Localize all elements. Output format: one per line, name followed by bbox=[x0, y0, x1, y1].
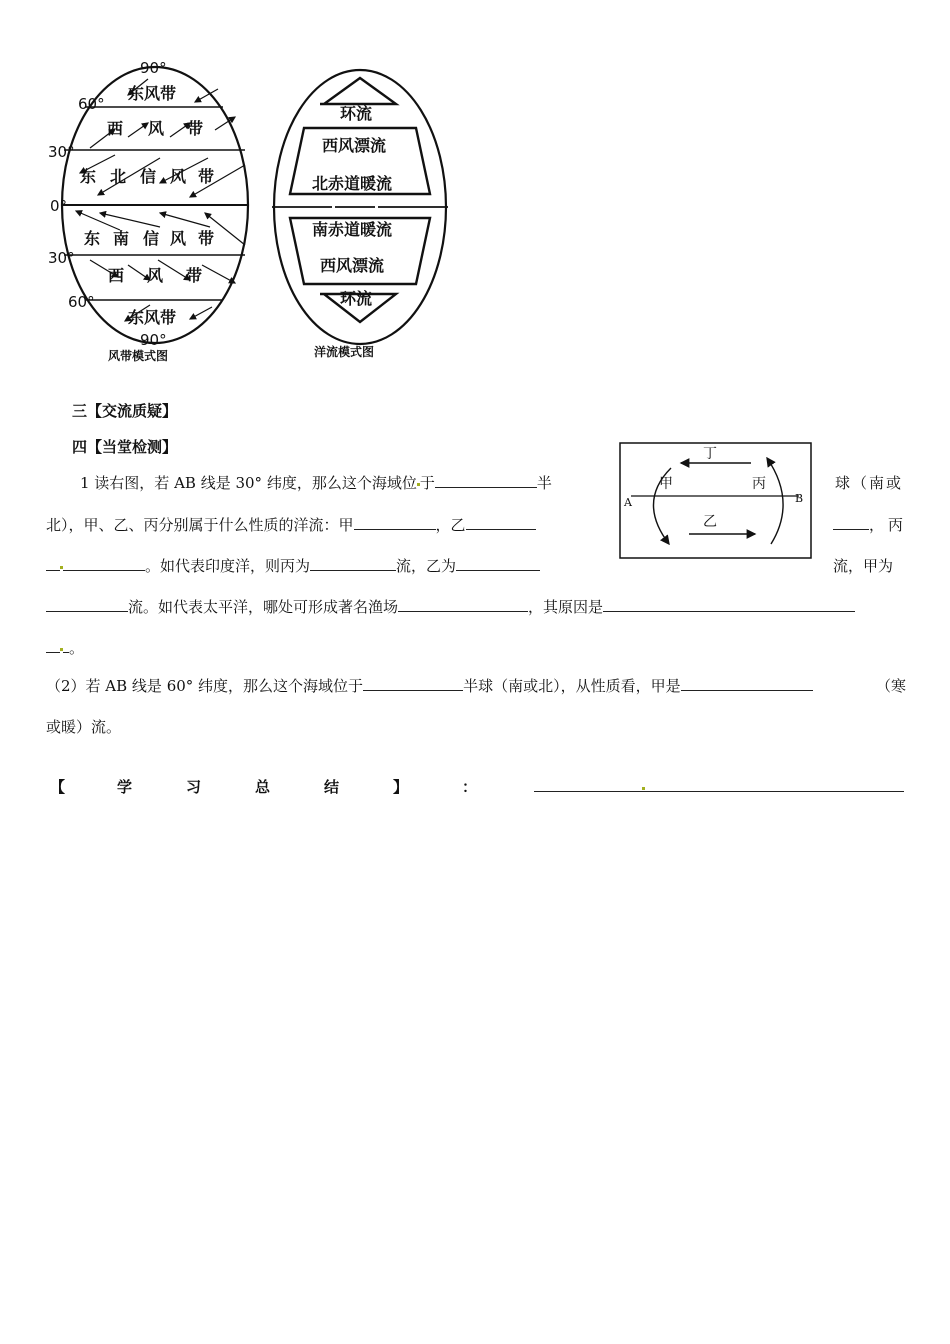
westerly-n-char-2: 风 bbox=[148, 119, 165, 138]
summary-char-jie: 结 bbox=[324, 778, 340, 796]
q4-text-b: ，其原因是 bbox=[528, 598, 604, 616]
westerly-s-char-2: 风 bbox=[147, 266, 164, 285]
q4-blank-reason[interactable] bbox=[603, 597, 855, 612]
lat-60-s-label: 60° bbox=[68, 293, 95, 311]
se-trade-char-1: 东 bbox=[84, 229, 101, 248]
q4-blank-jia-type[interactable] bbox=[46, 597, 128, 612]
q2-blank-jia[interactable] bbox=[354, 515, 436, 530]
q5-text-end: 。 bbox=[69, 639, 85, 657]
question-line-5 bbox=[46, 638, 84, 658]
q2-text-a: 北），甲、乙、丙分别属于什么性质的洋流：甲 bbox=[46, 516, 354, 534]
summary-char-xi: 习 bbox=[186, 778, 202, 796]
lat-90-top-label: 90° bbox=[140, 59, 167, 77]
label-a: A bbox=[624, 496, 632, 509]
westerly-s-char-1: 西 bbox=[108, 266, 125, 285]
q6-blank-jia-nature[interactable] bbox=[681, 676, 813, 691]
summary-bracket-open: 【 bbox=[50, 778, 66, 796]
question-line-2 bbox=[46, 515, 536, 535]
lat-90-bottom-label: 90° bbox=[140, 331, 167, 349]
q1-blank-hemisphere[interactable] bbox=[435, 473, 537, 488]
q3-text-b: 流，乙为 bbox=[396, 557, 457, 575]
label-yi: 乙 bbox=[703, 514, 717, 530]
summary-colon: ： bbox=[462, 778, 478, 796]
polar-easterly-s-label: 东风带 bbox=[128, 308, 177, 327]
q6-text-c: （寒 bbox=[876, 677, 907, 695]
q6-blank-hemisphere[interactable] bbox=[363, 676, 463, 691]
q2-right-text: ，丙 bbox=[869, 516, 908, 534]
westerly-drift-s-label: 西风漂流 bbox=[320, 256, 385, 275]
summary-blank[interactable] bbox=[534, 791, 904, 792]
westerly-n-char-1: 西 bbox=[107, 119, 124, 138]
se-trade-char-5: 带 bbox=[198, 229, 215, 248]
section4-heading: 四【当堂检测】 bbox=[72, 438, 178, 456]
q3-blank-bing-b[interactable] bbox=[63, 556, 145, 571]
q2-blank-yi[interactable] bbox=[466, 515, 536, 530]
question-line-1 bbox=[80, 473, 552, 493]
westerly-n-char-3: 带 bbox=[187, 119, 204, 138]
question-line-6 bbox=[46, 676, 813, 696]
north-equatorial-current-label: 北赤道暖流 bbox=[312, 174, 393, 193]
q3-blank-bing-type[interactable] bbox=[310, 556, 396, 571]
q3-blank-yi-type[interactable] bbox=[456, 556, 540, 571]
se-trade-char-2: 南 bbox=[113, 229, 130, 248]
westerly-s-char-3: 带 bbox=[186, 266, 203, 285]
question-line-7: 或暖）流。 bbox=[46, 718, 122, 736]
q1-text-a: 1 读右图，若 AB 线是 30° 纬度，那么这个海域位 bbox=[80, 474, 417, 492]
q1-right-text: 球（南或 bbox=[835, 474, 904, 492]
question-line-3 bbox=[46, 556, 540, 576]
label-jia: 甲 bbox=[659, 476, 673, 492]
lat-60-n-label: 60° bbox=[78, 95, 105, 113]
summary-char-xue: 学 bbox=[117, 778, 133, 796]
q6-text-b: 半球（南或北），从性质看，甲是 bbox=[463, 677, 681, 695]
q2-text-b: ，乙 bbox=[435, 516, 466, 534]
marker-dot bbox=[642, 787, 645, 790]
section3-heading: 三【交流质疑】 bbox=[72, 402, 178, 420]
current-loop-n-label: 环流 bbox=[340, 104, 373, 123]
q3-right-text: 流，甲为 bbox=[833, 557, 894, 575]
q1-text-c: 半 bbox=[536, 474, 552, 492]
q5-blank-a[interactable] bbox=[46, 638, 60, 653]
label-ding: 丁 bbox=[703, 446, 717, 462]
q4-blank-fishing-ground[interactable] bbox=[398, 597, 528, 612]
q2-right bbox=[833, 515, 907, 535]
ne-trade-char-5: 带 bbox=[198, 167, 215, 186]
se-trade-char-4: 风 bbox=[170, 229, 187, 248]
lat-0-label: 0° bbox=[50, 197, 68, 215]
q3-text-a: 。如代表印度洋，则丙为 bbox=[145, 557, 311, 575]
q6-text-a: （2）若 AB 线是 60° 纬度，那么这个海域位于 bbox=[46, 677, 364, 695]
label-b: B bbox=[795, 492, 804, 505]
current-diagram-caption: 洋流模式图 bbox=[314, 345, 375, 359]
lat-30-s-label: 30° bbox=[48, 249, 75, 267]
label-bing: 丙 bbox=[752, 476, 766, 492]
q3-blank-bing-a[interactable] bbox=[46, 556, 60, 571]
ne-trade-char-3: 信 bbox=[140, 167, 157, 186]
q2-blank-yi-cont[interactable] bbox=[833, 515, 869, 530]
summary-bracket-close: 】 bbox=[393, 778, 409, 796]
ne-trade-char-2: 北 bbox=[110, 167, 127, 186]
q4-text-a: 流。如代表太平洋，哪处可形成著名渔场 bbox=[128, 598, 399, 616]
question-line-4 bbox=[46, 597, 855, 617]
current-loop-s-label: 环流 bbox=[340, 289, 373, 308]
polar-easterly-n-label: 东风带 bbox=[128, 84, 177, 103]
q1-text-b: 于 bbox=[419, 474, 435, 492]
wind-diagram-caption: 风带模式图 bbox=[108, 349, 169, 363]
ne-trade-char-1: 东 bbox=[80, 167, 97, 186]
se-trade-char-3: 信 bbox=[143, 229, 160, 248]
south-equatorial-current-label: 南赤道暖流 bbox=[312, 220, 393, 239]
westerly-drift-n-label: 西风漂流 bbox=[322, 136, 387, 155]
summary-char-zong: 总 bbox=[255, 778, 271, 796]
lat-30-n-label: 30° bbox=[48, 143, 75, 161]
ne-trade-char-4: 风 bbox=[170, 167, 187, 186]
